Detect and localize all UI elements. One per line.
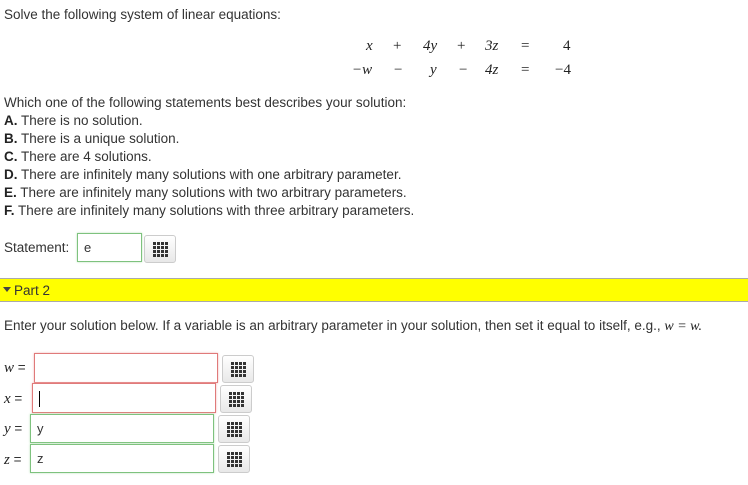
option-letter: E. (4, 185, 17, 200)
instruction-text: Enter your solution below. If a variable is an arbitrary parameter in your solution, then set it equal to itself, e.g., (4, 318, 665, 333)
matrix-grid-icon (229, 392, 244, 407)
equation-row-2 (0, 62, 748, 82)
equation-row-1 (0, 38, 748, 58)
option-letter: B. (4, 131, 18, 146)
eq2-equals: = (521, 62, 530, 78)
y-matrix-button[interactable] (218, 415, 250, 443)
y-label (4, 421, 22, 438)
x-matrix-button[interactable] (220, 385, 252, 413)
option-letter: C. (4, 149, 18, 164)
eq2-term2: y (430, 62, 437, 78)
var-equals: = (9, 452, 22, 467)
var-name: y (4, 421, 11, 437)
option-letter: D. (4, 167, 18, 182)
option-text: There are infinitely many solutions with one arbitrary parameter. (21, 167, 402, 182)
matrix-grid-icon (227, 452, 242, 467)
instructions (4, 318, 702, 335)
text-cursor (39, 391, 40, 407)
eq1-op2: + (457, 38, 466, 54)
w-label (4, 360, 26, 377)
matrix-grid-icon (231, 362, 246, 377)
eq1-op1: + (393, 38, 402, 54)
var-equals: = (10, 391, 23, 406)
problem-intro: Solve the following system of linear equations: (4, 7, 281, 22)
eq1-term1: x (366, 38, 373, 54)
part-2-label: Part 2 (14, 283, 51, 298)
statement-matrix-button[interactable] (144, 235, 176, 263)
eq1-term3: 3z (485, 38, 499, 54)
var-name: w (4, 360, 15, 376)
option-a (4, 113, 143, 128)
part-2-header[interactable] (0, 278, 748, 302)
w-matrix-button[interactable] (222, 355, 254, 383)
var-name: x (4, 391, 11, 407)
option-letter: F. (4, 203, 15, 218)
var-equals: = (14, 360, 26, 375)
option-text: There are infinitely many solutions with three arbitrary parameters. (18, 203, 415, 218)
caret-down-icon (3, 287, 11, 292)
option-b (4, 131, 179, 146)
eq2-op1: − (394, 62, 403, 78)
x-label (4, 391, 22, 408)
eq1-term2: 4y (423, 38, 438, 54)
w-input[interactable] (34, 353, 218, 383)
z-input[interactable]: z (30, 444, 214, 473)
eq1-rhs: 4 (563, 38, 571, 54)
option-c (4, 149, 152, 164)
eq2-rhs: −4 (555, 62, 571, 78)
option-text: There are 4 solutions. (21, 149, 152, 164)
var-name: z (4, 452, 10, 468)
x-input[interactable] (32, 383, 216, 413)
matrix-grid-icon (227, 422, 242, 437)
option-text: There is a unique solution. (21, 131, 180, 146)
eq2-op2: − (459, 62, 468, 78)
option-d (4, 167, 401, 182)
option-f (4, 203, 414, 218)
eq1-equals: = (521, 38, 530, 54)
option-text: There is no solution. (21, 113, 143, 128)
statement-label: Statement: (4, 240, 70, 255)
option-e (4, 185, 407, 200)
eq2-term3: 4z (485, 62, 499, 78)
question-text: Which one of the following statements best describes your solution: (4, 95, 407, 110)
z-label (4, 452, 21, 469)
statement-input[interactable]: e (77, 233, 142, 262)
instruction-example: w = w. (664, 319, 702, 334)
z-matrix-button[interactable] (218, 445, 250, 473)
option-letter: A. (4, 113, 18, 128)
y-input[interactable]: y (30, 414, 214, 443)
matrix-grid-icon (153, 242, 168, 257)
var-equals: = (10, 421, 23, 436)
eq2-term1: −w (352, 62, 373, 78)
option-text: There are infinitely many solutions with two arbitrary parameters. (20, 185, 407, 200)
